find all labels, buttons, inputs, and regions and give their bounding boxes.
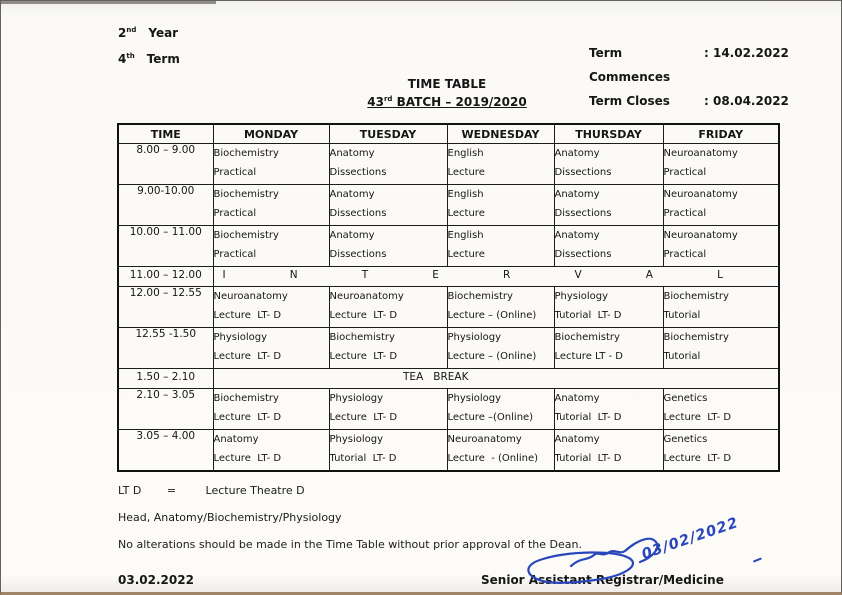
subject-line: Anatomy: [554, 393, 600, 404]
detail-line: Lecture: [447, 167, 485, 178]
title-line2: 43rd BATCH – 2019/2020: [367, 95, 527, 109]
year-line: 2nd Year: [118, 26, 179, 40]
subject-line: Neuroanatomy: [663, 230, 738, 241]
term-commences-label: Term Commences: [589, 46, 671, 84]
class-cell: [554, 328, 663, 369]
class-cell: [447, 328, 554, 369]
detail-line: Lecture LT- D: [329, 412, 398, 423]
class-cell: [447, 144, 554, 185]
class-cell: [447, 430, 554, 471]
class-cell: [447, 226, 554, 267]
class-cell: [663, 430, 779, 471]
class-cell: [663, 144, 779, 185]
subject-line: Anatomy: [554, 189, 600, 200]
interval-letter: R: [503, 269, 511, 281]
class-cell: [554, 389, 663, 430]
detail-line: Lecture LT- D: [213, 453, 282, 464]
timetable-head: [118, 124, 779, 144]
class-cell: [213, 185, 329, 226]
time-cell: 1.50 – 2.10: [118, 369, 213, 389]
column-header: WEDNESDAY: [447, 124, 554, 144]
alteration-note: No alterations should be made in the Time Table without prior approval of the Dean.: [118, 538, 582, 551]
class-cell: [329, 328, 447, 369]
interval-letter: E: [432, 269, 439, 281]
class-cell: [663, 185, 779, 226]
time-cell: 9.00-10.00: [118, 185, 213, 226]
subject-line: English: [447, 230, 484, 241]
detail-line: Lecture LT- D: [329, 351, 398, 362]
timetable-row: [118, 328, 779, 369]
interval-letter: L: [717, 269, 723, 281]
subject-line: Anatomy: [329, 148, 375, 159]
handwritten-date: 03/02/2022: [639, 514, 741, 563]
document-title: [297, 77, 597, 110]
detail-line: Dissections: [329, 208, 387, 219]
detail-line: Tutorial: [663, 351, 701, 362]
subject-line: Anatomy: [554, 434, 600, 445]
subject-line: English: [447, 189, 484, 200]
time-cell: 8.00 – 9.00: [118, 144, 213, 185]
subject-line: Biochemistry: [213, 230, 279, 241]
detail-line: Practical: [663, 167, 707, 178]
column-header: MONDAY: [213, 124, 329, 144]
subject-line: Anatomy: [554, 148, 600, 159]
subject-line: Biochemistry: [213, 393, 279, 404]
class-cell: [554, 144, 663, 185]
subject-line: Biochemistry: [447, 291, 513, 302]
detail-line: Tutorial LT- D: [554, 453, 622, 464]
subject-line: Biochemistry: [213, 148, 279, 159]
timetable-row: [118, 369, 779, 389]
detail-line: Lecture – (Online): [447, 351, 537, 362]
class-cell: [554, 226, 663, 267]
class-cell: [663, 389, 779, 430]
signature-ink: [517, 527, 689, 589]
detail-line: Lecture LT- D: [213, 310, 282, 321]
term-line: 4th Term: [118, 52, 180, 66]
subject-line: Physiology: [554, 291, 609, 302]
timetable-body: [118, 144, 779, 471]
signature-strokes: [528, 539, 657, 583]
class-cell: [554, 185, 663, 226]
detail-line: Dissections: [554, 249, 612, 260]
handwritten-dash: [753, 557, 762, 563]
tea-break-label: TEA BREAK: [403, 371, 469, 383]
interval-letters: [214, 267, 779, 281]
subject-line: Anatomy: [329, 189, 375, 200]
header-row: [118, 124, 779, 144]
lt-full: Lecture Theatre D: [205, 484, 305, 497]
detail-line: Lecture –(Online): [447, 412, 534, 423]
timetable-row: [118, 185, 779, 226]
timetable-row: [118, 226, 779, 267]
signatory-title: Senior Assistant Registrar/Medicine: [481, 573, 724, 587]
subject-line: Genetics: [663, 434, 708, 445]
term-commences-value: : 14.02.2022: [704, 46, 789, 60]
subject-line: Neuroanatomy: [663, 148, 738, 159]
subject-line: Neuroanatomy: [329, 291, 404, 302]
detail-line: Tutorial LT- D: [554, 412, 622, 423]
subject-line: Physiology: [447, 332, 502, 343]
class-cell: [329, 287, 447, 328]
interval-letter: T: [361, 269, 369, 281]
class-cell: [663, 287, 779, 328]
interval-letter: A: [645, 269, 653, 281]
timetable-row: [118, 144, 779, 185]
subject-line: Anatomy: [213, 434, 259, 445]
subject-line: Physiology: [213, 332, 268, 343]
detail-line: Tutorial LT- D: [329, 453, 397, 464]
detail-line: Lecture – (Online): [447, 310, 537, 321]
column-header: THURSDAY: [554, 124, 663, 144]
time-cell: 12.55 -1.50: [118, 328, 213, 369]
class-cell: [447, 185, 554, 226]
term-closes-label: Term Closes: [589, 94, 670, 108]
detail-line: Dissections: [554, 208, 612, 219]
subject-line: Neuroanatomy: [447, 434, 522, 445]
timetable-row: [118, 430, 779, 471]
lt-abbrev: LT D: [118, 484, 142, 497]
interval-cell: [213, 267, 779, 287]
class-cell: [329, 144, 447, 185]
class-cell: [213, 430, 329, 471]
year-term-block: [118, 19, 180, 71]
time-cell: 3.05 – 4.00: [118, 430, 213, 471]
class-cell: [663, 328, 779, 369]
equals-sign: =: [166, 484, 177, 497]
class-cell: [329, 185, 447, 226]
class-cell: [213, 144, 329, 185]
subject-line: Physiology: [329, 434, 384, 445]
subject-line: Biochemistry: [213, 189, 279, 200]
time-cell: 11.00 – 12.00: [118, 267, 213, 287]
column-header: TIME: [118, 124, 213, 144]
issue-date: 03.02.2022: [118, 573, 194, 587]
detail-line: Tutorial LT- D: [554, 310, 622, 321]
lt-legend: [118, 477, 582, 504]
timetable-row: [118, 389, 779, 430]
subject-line: Biochemistry: [554, 332, 620, 343]
timetable-row: [118, 287, 779, 328]
subject-line: Anatomy: [554, 230, 600, 241]
detail-line: Lecture - (Online): [447, 453, 539, 464]
detail-line: Lecture LT- D: [663, 412, 732, 423]
detail-line: Dissections: [329, 249, 387, 260]
class-cell: [329, 226, 447, 267]
class-cell: [447, 287, 554, 328]
footnotes: [118, 477, 582, 558]
detail-line: Practical: [663, 249, 707, 260]
detail-line: Practical: [213, 167, 257, 178]
subject-line: Biochemistry: [663, 332, 729, 343]
detail-line: Tutorial: [663, 310, 701, 321]
head-line: Head, Anatomy/Biochemistry/Physiology: [118, 511, 342, 524]
detail-line: Lecture LT- D: [663, 453, 732, 464]
class-cell: [213, 389, 329, 430]
time-cell: 12.00 – 12.55: [118, 287, 213, 328]
subject-line: Physiology: [329, 393, 384, 404]
subject-line: Biochemistry: [329, 332, 395, 343]
class-cell: [447, 389, 554, 430]
detail-line: Lecture LT- D: [329, 310, 398, 321]
column-header: TUESDAY: [329, 124, 447, 144]
subject-line: Biochemistry: [663, 291, 729, 302]
interval-letter: I: [222, 269, 226, 281]
interval-letter: V: [574, 269, 582, 281]
detail-line: Lecture LT- D: [213, 412, 282, 423]
detail-line: Lecture LT - D: [554, 351, 623, 362]
subject-line: English: [447, 148, 484, 159]
class-cell: [554, 430, 663, 471]
tea-break-cell: [213, 369, 779, 389]
timetable: [117, 123, 780, 472]
detail-line: Dissections: [329, 167, 387, 178]
class-cell: [213, 226, 329, 267]
subject-line: Neuroanatomy: [663, 189, 738, 200]
detail-line: Lecture: [447, 249, 485, 260]
term-commences-row: [589, 41, 789, 89]
class-cell: [329, 430, 447, 471]
scan-edge-artifact: [1, 1, 216, 4]
term-dates-block: [589, 41, 789, 113]
subject-line: Genetics: [663, 393, 708, 404]
detail-line: Practical: [213, 249, 257, 260]
time-cell: 2.10 – 3.05: [118, 389, 213, 430]
detail-line: Lecture: [447, 208, 485, 219]
detail-line: Dissections: [554, 167, 612, 178]
class-cell: [213, 328, 329, 369]
subject-line: Anatomy: [329, 230, 375, 241]
detail-line: Practical: [213, 208, 257, 219]
detail-line: Lecture LT- D: [213, 351, 282, 362]
term-closes-value: : 08.04.2022: [704, 94, 789, 108]
title-line1: TIME TABLE: [407, 77, 487, 91]
column-header: FRIDAY: [663, 124, 779, 144]
time-cell: 10.00 – 11.00: [118, 226, 213, 267]
subject-line: Physiology: [447, 393, 502, 404]
class-cell: [329, 389, 447, 430]
interval-letter: N: [289, 269, 298, 281]
term-closes-row: [589, 89, 789, 113]
class-cell: [663, 226, 779, 267]
class-cell: [554, 287, 663, 328]
subject-line: Neuroanatomy: [213, 291, 288, 302]
timetable-row: [118, 267, 779, 287]
class-cell: [213, 287, 329, 328]
detail-line: Practical: [663, 208, 707, 219]
